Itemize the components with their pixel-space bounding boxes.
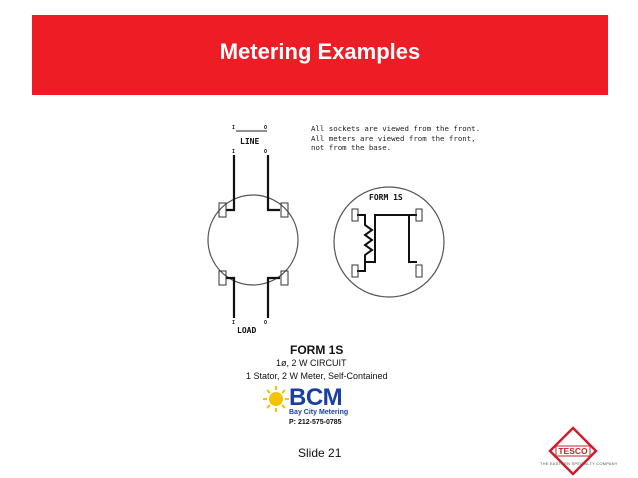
meter-circle	[334, 187, 444, 297]
meter-coil	[357, 215, 417, 262]
note-line: All sockets are viewed from the front.	[311, 124, 481, 133]
terminal-label: I	[232, 320, 236, 326]
bcm-phone: P: 212-575-0785	[289, 419, 342, 426]
socket-jaw	[281, 271, 288, 285]
line-label: LINE	[240, 137, 260, 146]
terminal-label: O	[264, 320, 268, 326]
bcm-sun-logo	[263, 386, 289, 412]
line-conductor-right	[268, 155, 280, 210]
socket-diagram	[208, 131, 298, 318]
note-line: All meters are viewed from the front,	[311, 133, 476, 143]
meter-diagram	[334, 187, 444, 297]
bcm-company: Bay City Metering	[289, 409, 349, 416]
bcm-logo-text: BCM	[289, 384, 343, 411]
tesco-logo	[550, 428, 596, 474]
slide-number: Slide 21	[298, 446, 342, 460]
terminal-label: O	[264, 125, 268, 131]
tesco-wordmark: TESCO	[558, 446, 588, 456]
note-line: not from the base.	[311, 143, 392, 152]
slide-title: Metering Examples	[219, 39, 421, 64]
load-conductor-left	[226, 278, 234, 318]
terminal-label: I	[232, 125, 236, 131]
load-conductor-right	[268, 278, 280, 318]
load-label: LOAD	[237, 326, 257, 335]
caption-title: FORM 1S	[290, 343, 344, 357]
viewing-note	[311, 124, 480, 153]
meter-form-label: FORM 1S	[369, 193, 403, 202]
terminal-label: O	[264, 149, 268, 155]
sun-icon	[269, 392, 283, 406]
terminal-label: I	[232, 149, 236, 155]
tesco-tagline: THE EASTERN SPECIALTY COMPANY	[540, 461, 618, 466]
meter-blade	[416, 265, 422, 277]
caption-description: 1 Stator, 2 W Meter, Self-Contained	[246, 371, 388, 381]
caption-circuit: 1ø, 2 W CIRCUIT	[276, 358, 347, 368]
